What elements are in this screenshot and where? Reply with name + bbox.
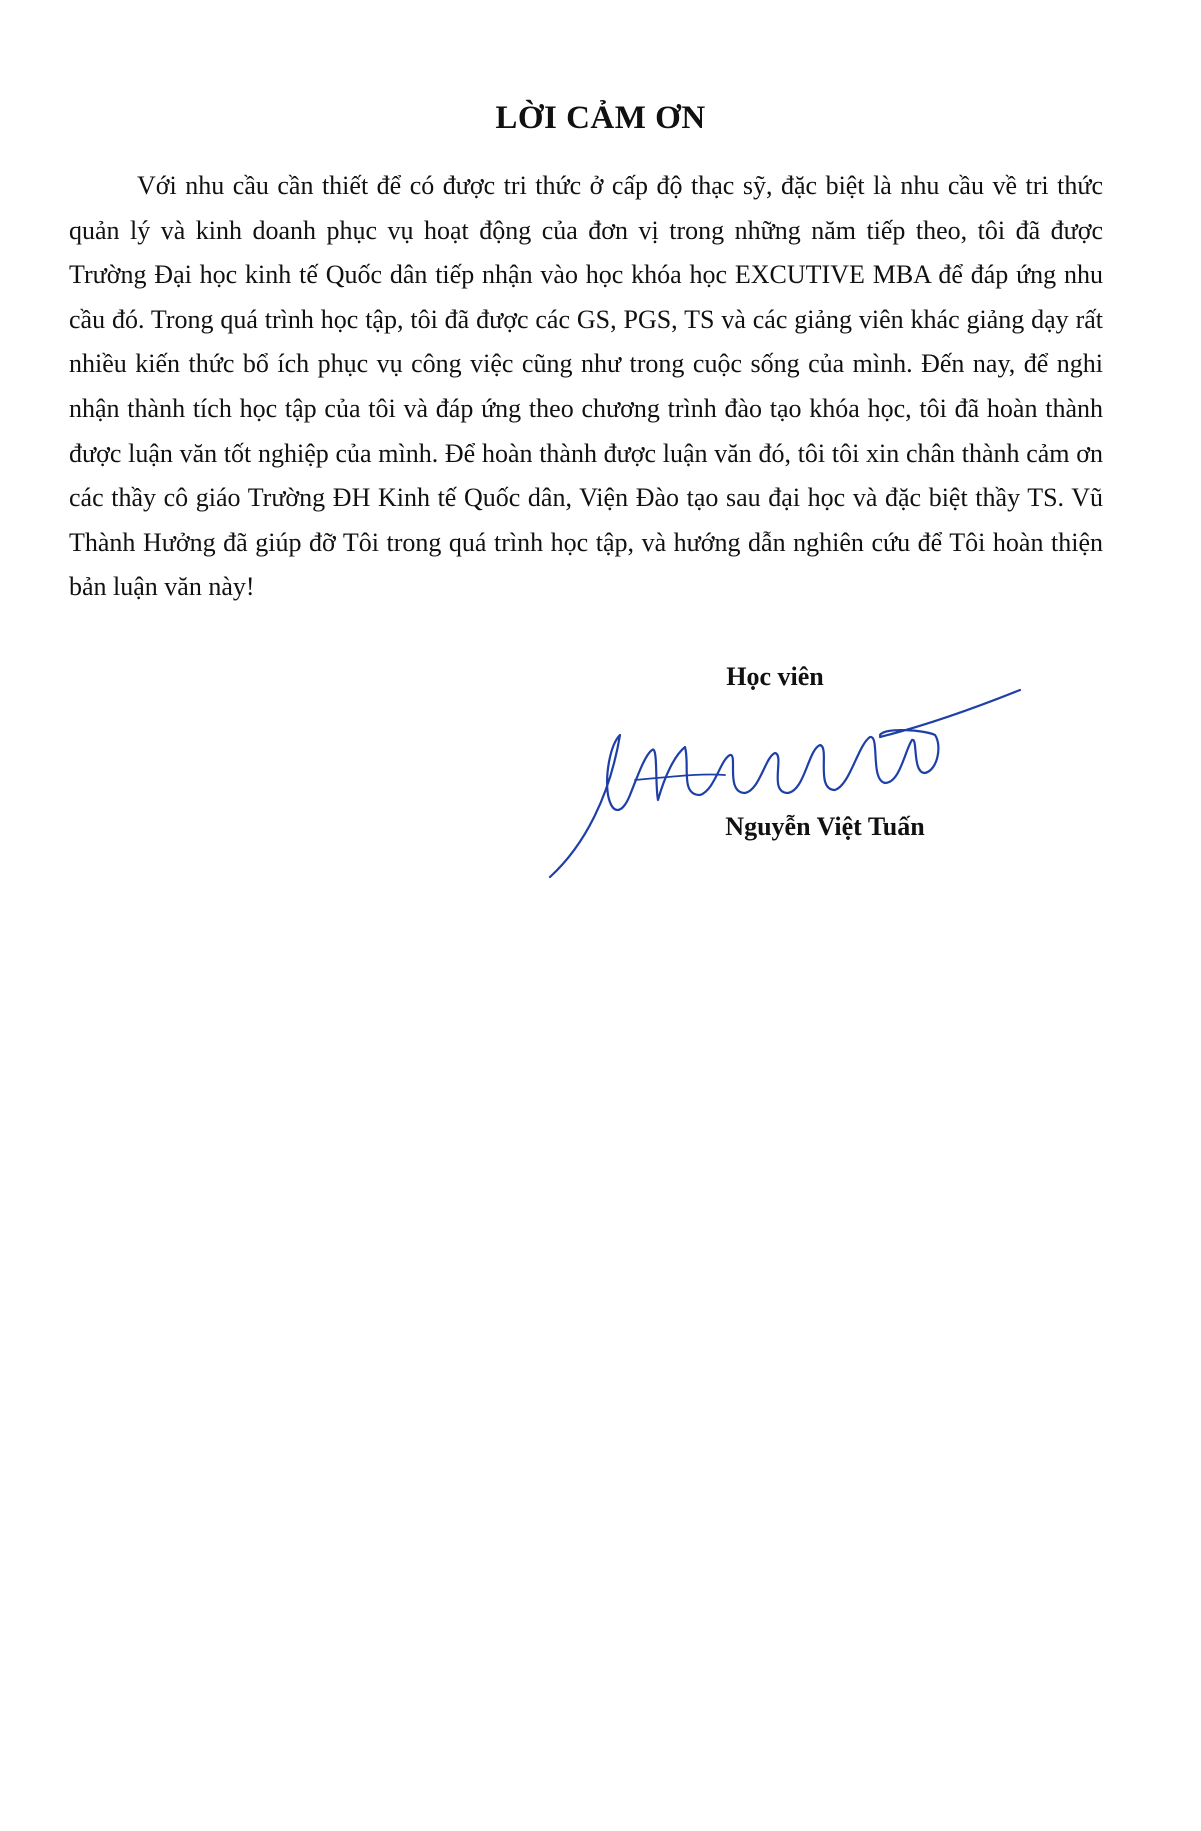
signer-role: Học viên bbox=[726, 662, 824, 691]
signature-stroke bbox=[550, 690, 1020, 877]
acknowledgement-paragraph: Với nhu cầu cần thiết để có được tri thức ở cấp độ thạc sỹ, đặc biệt là nhu cầu về tri thức quản lý và kinh doanh phục vụ hoạt động của đơn vị trong những năm tiếp theo, tôi đã được Trường Đại học kinh tế Quốc dân tiếp nhận vào học khóa học EXCUTIVE MBA để đáp ứng nhu cầu đó. Trong quá trình học tập, tôi đã được các GS, PGS, TS và các giảng viên khác giảng dạy rất nhiều kiến thức bổ ích phục vụ công việc cũng như trong cuộc sống của mình. Đến nay, để nghi nhận thành tích học tập của tôi và đáp ứng theo chương trình đào tạo khóa học, tôi đã hoàn thành được luận văn tốt nghiệp của mình. Để hoàn thành được luận văn đó, tôi tôi xin chân thành cảm ơn các thầy cô giáo Trường ĐH Kinh tế Quốc dân, Viện Đào tạo sau đại học và đặc biệt thầy TS. Vũ Thành Hưởng đã giúp đỡ Tôi trong quá trình học tập, và hướng dẫn nghiên cứu để Tôi hoàn thiện bản luận văn này! bbox=[69, 171, 1103, 602]
signature-underline-stroke bbox=[635, 774, 725, 780]
page-title: LỜI CẢM ƠN bbox=[495, 100, 706, 136]
handwritten-signature bbox=[540, 665, 1040, 895]
signer-name: Nguyễn Việt Tuấn bbox=[725, 812, 925, 841]
